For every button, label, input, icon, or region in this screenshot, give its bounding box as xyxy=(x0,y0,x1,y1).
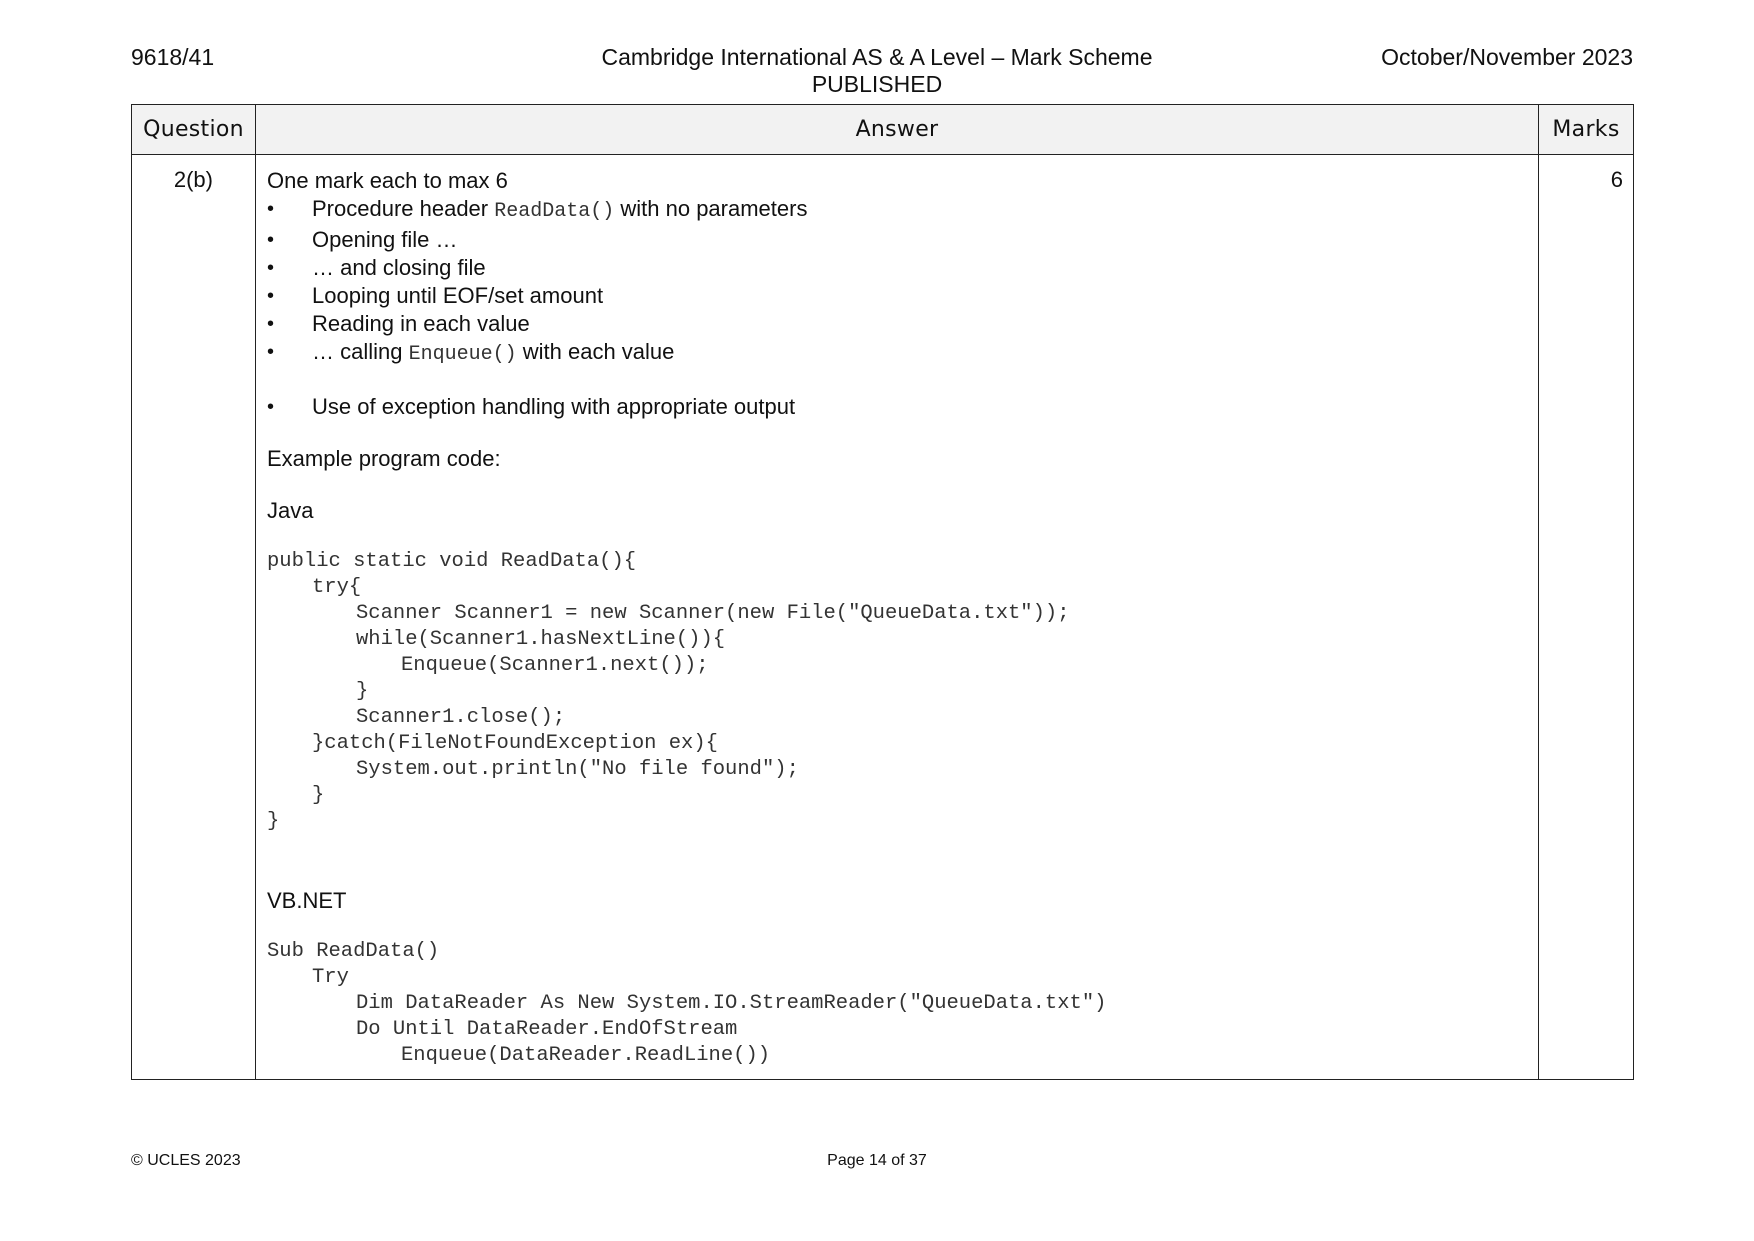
marking-intro: One mark each to max 6 xyxy=(267,168,508,193)
page-number: Page 14 of 37 xyxy=(827,1152,927,1169)
paper-code: 9618/41 xyxy=(131,44,215,70)
marking-point xyxy=(267,393,1528,421)
code-line: Enqueue(DataReader.ReadLine()) xyxy=(401,1044,771,1067)
code-line: } xyxy=(356,680,369,703)
code-line: Sub ReadData() xyxy=(267,940,440,963)
marking-point xyxy=(267,338,1528,369)
code-line: Try xyxy=(312,966,349,989)
mark-scheme-table xyxy=(131,104,1634,1080)
code-line: } xyxy=(312,784,325,807)
point-text: … and closing file xyxy=(312,255,486,280)
java-label: Java xyxy=(267,498,314,523)
point-text: Reading in each value xyxy=(312,311,530,336)
exam-session: October/November 2023 xyxy=(1381,44,1633,70)
marking-points xyxy=(267,195,1528,369)
point-text: Use of exception handling with appropriate output xyxy=(312,394,796,419)
code-line: Enqueue(Scanner1.next()); xyxy=(401,654,709,677)
copyright: © UCLES 2023 xyxy=(131,1152,241,1169)
point-text: with each value xyxy=(516,339,675,364)
subtitle-line: PUBLISHED xyxy=(811,71,943,97)
table-header-row xyxy=(132,105,1634,155)
marking-point xyxy=(267,282,1528,310)
vbnet-code-block xyxy=(267,939,1528,1069)
marking-points-extra xyxy=(267,393,1528,421)
marking-point xyxy=(267,254,1528,282)
code-line: Dim DataReader As New System.IO.StreamReader("QueueData.txt") xyxy=(356,992,1107,1015)
code-line: } xyxy=(267,810,280,833)
point-text: Opening file … xyxy=(312,227,458,252)
code-line: Do Until DataReader.EndOfStream xyxy=(356,1018,738,1041)
column-header-marks: Marks xyxy=(1539,105,1634,155)
code-line: public static void ReadData(){ xyxy=(267,550,637,573)
marking-point xyxy=(267,195,1528,226)
column-header-answer: Answer xyxy=(256,105,1539,155)
code-line: while(Scanner1.hasNextLine()){ xyxy=(356,628,726,651)
marking-point xyxy=(267,226,1528,254)
code-line: }catch(FileNotFoundException ex){ xyxy=(312,732,718,755)
question-number: 2(b) xyxy=(132,155,256,1080)
title-line: Cambridge International AS & A Level – Mark Scheme xyxy=(601,44,1153,70)
column-header-question: Question xyxy=(132,105,256,155)
example-label: Example program code: xyxy=(267,446,501,471)
marking-point xyxy=(267,310,1528,338)
inline-code: ReadData() xyxy=(494,200,615,223)
inline-code: Enqueue() xyxy=(408,343,517,366)
point-text: Procedure header xyxy=(312,196,495,221)
java-code-block xyxy=(267,549,1528,835)
point-text: … calling xyxy=(312,339,409,364)
vbnet-label: VB.NET xyxy=(267,888,347,913)
point-text: with no parameters xyxy=(614,196,808,221)
code-line: try{ xyxy=(312,576,362,599)
code-line: System.out.println("No file found"); xyxy=(356,758,799,781)
code-line: Scanner1.close(); xyxy=(356,706,566,729)
point-text: Looping until EOF/set amount xyxy=(312,283,604,308)
marks-value: 6 xyxy=(1539,155,1634,1080)
code-line: Scanner Scanner1 = new Scanner(new File("QueueData.txt")); xyxy=(356,602,1070,625)
answer-cell xyxy=(256,155,1539,1080)
table-row xyxy=(132,155,1634,1080)
